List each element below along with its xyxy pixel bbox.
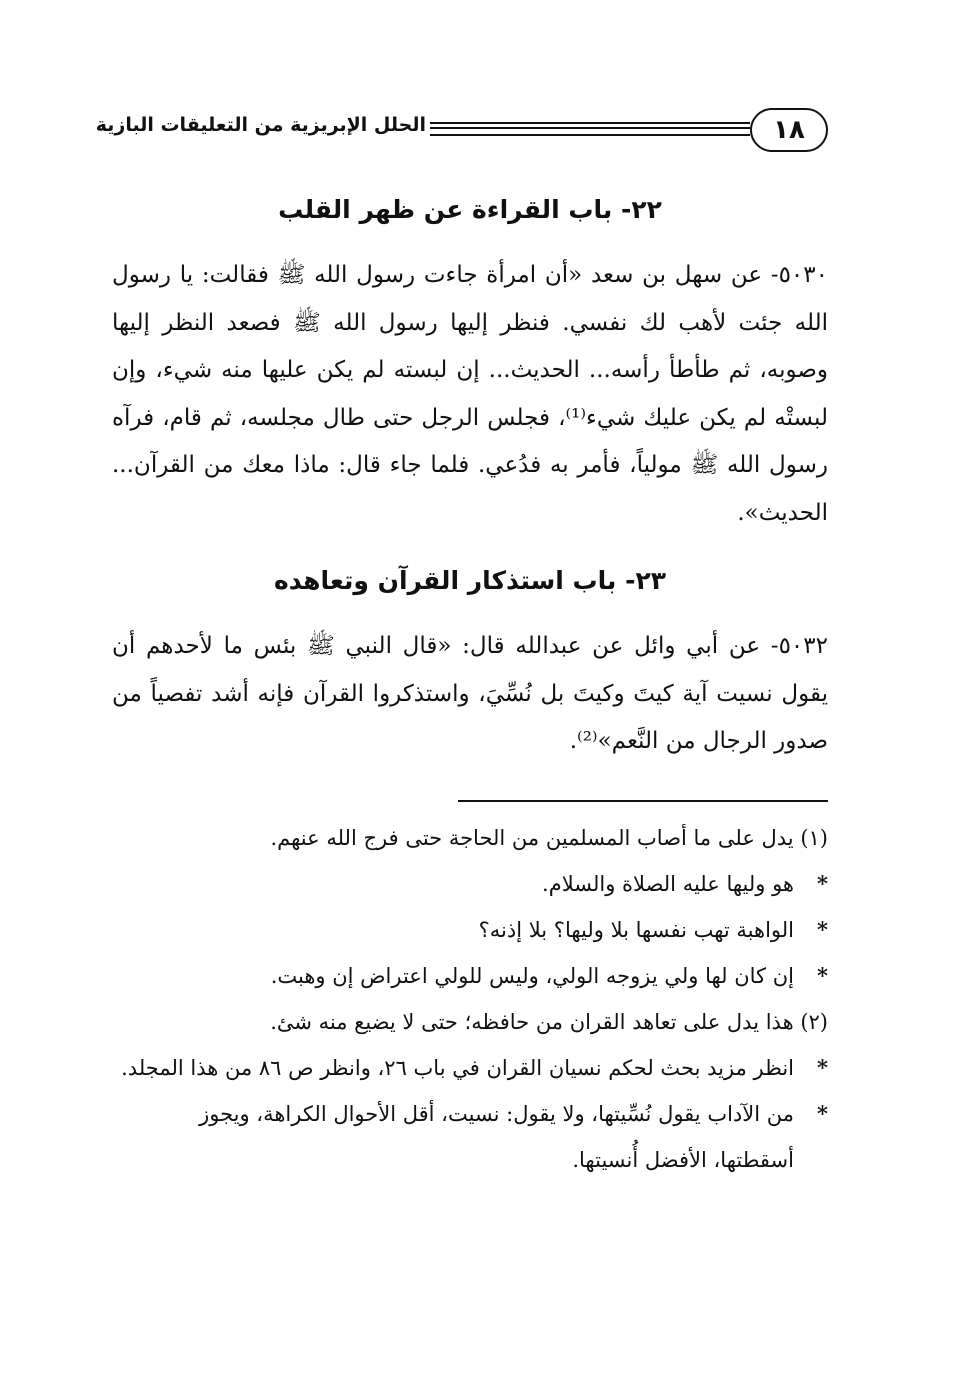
chapter-23-title: ٢٣- باب استذكار القرآن وتعاهده [273,566,667,595]
footnote-1-bullet-3 [112,953,828,999]
footnote-1-bullet-2 [112,907,828,953]
star-bullet-icon: * [817,963,828,988]
bullet-text: من الآداب يقول نُسِّيتها، ولا يقول: نسيت، أقل الأحوال الكراهة، ويجوز أسقطتها، الأفضل أُنسيتها. [199,1102,794,1172]
star-bullet-icon: * [817,1101,828,1126]
page-number: ١٨ [750,108,828,152]
chapter-22-title: ٢٢- باب القراءة عن ظهر القلب [278,195,662,224]
star-bullet-icon: * [817,917,828,942]
star-bullet-icon: * [817,871,828,896]
bullet-text: الواهبة تهب نفسها بلا وليها؟ بلا إذنه؟ [478,918,794,942]
footnote-2-bullet-1 [112,1045,828,1091]
star-bullet-icon: * [817,1055,828,1080]
footnote-1-bullet-1 [112,861,828,907]
main-text [112,190,828,790]
header-rule [430,122,750,136]
bullet-text: إن كان لها ولي يزوجه الولي، وليس للولي اعتراض إن وهبت. [270,964,794,988]
footnote-2-bullet-2 [112,1091,828,1183]
footnote-separator [458,800,828,802]
footnote-2: (٢) هذا يدل على تعاهد القران من حافظه؛ حتى لا يضيع منه شئ. [270,1010,828,1034]
hadith-5032: ٥٠٣٢- عن أبي وائل عن عبدالله قال: «قال النبي ﷺ بئس ما لأحدهم أن يقول نسيت آية كيتَ وكيتَ بل نُسِّيَ، واستذكروا القرآن فإنه أشد تفصياً من صدور الرجال من النَّعم»⁽²⁾. [112,633,828,754]
bullet-text: انظر مزيد بحث لحكم نسيان القران في باب ٢٦، وانظر ص ٨٦ من هذا المجلد. [121,1056,794,1080]
footnotes [112,815,828,1183]
footnote-1: (١) يدل على ما أصاب المسلمين من الحاجة حتى فرج الله عنهم. [270,826,828,850]
page-header [95,108,828,160]
running-title: الحلل الإبريزية من التعليقات البازية [95,114,426,136]
hadith-5030: ٥٠٣٠- عن سهل بن سعد «أن امرأة جاءت رسول الله ﷺ فقالت: يا رسول الله جئت لأهب لك نفسي. فنظر إليها رسول الله ﷺ فصعد النظر إليها وصوبه، ثم طأطأ رأسه... الحديث... إن لبسته لم يكن عليها منه شيء، وإن لبستْه لم يكن عليك شيء⁽¹⁾، فجلس الرجل حتى طال مجلسه، ثم قام، فرآه رسول الله ﷺ مولياً، فأمر به فدُعي. فلما جاء قال: ماذا معك من القرآن... الحديث». [112,262,828,526]
bullet-text: هو وليها عليه الصلاة والسلام. [542,872,794,896]
